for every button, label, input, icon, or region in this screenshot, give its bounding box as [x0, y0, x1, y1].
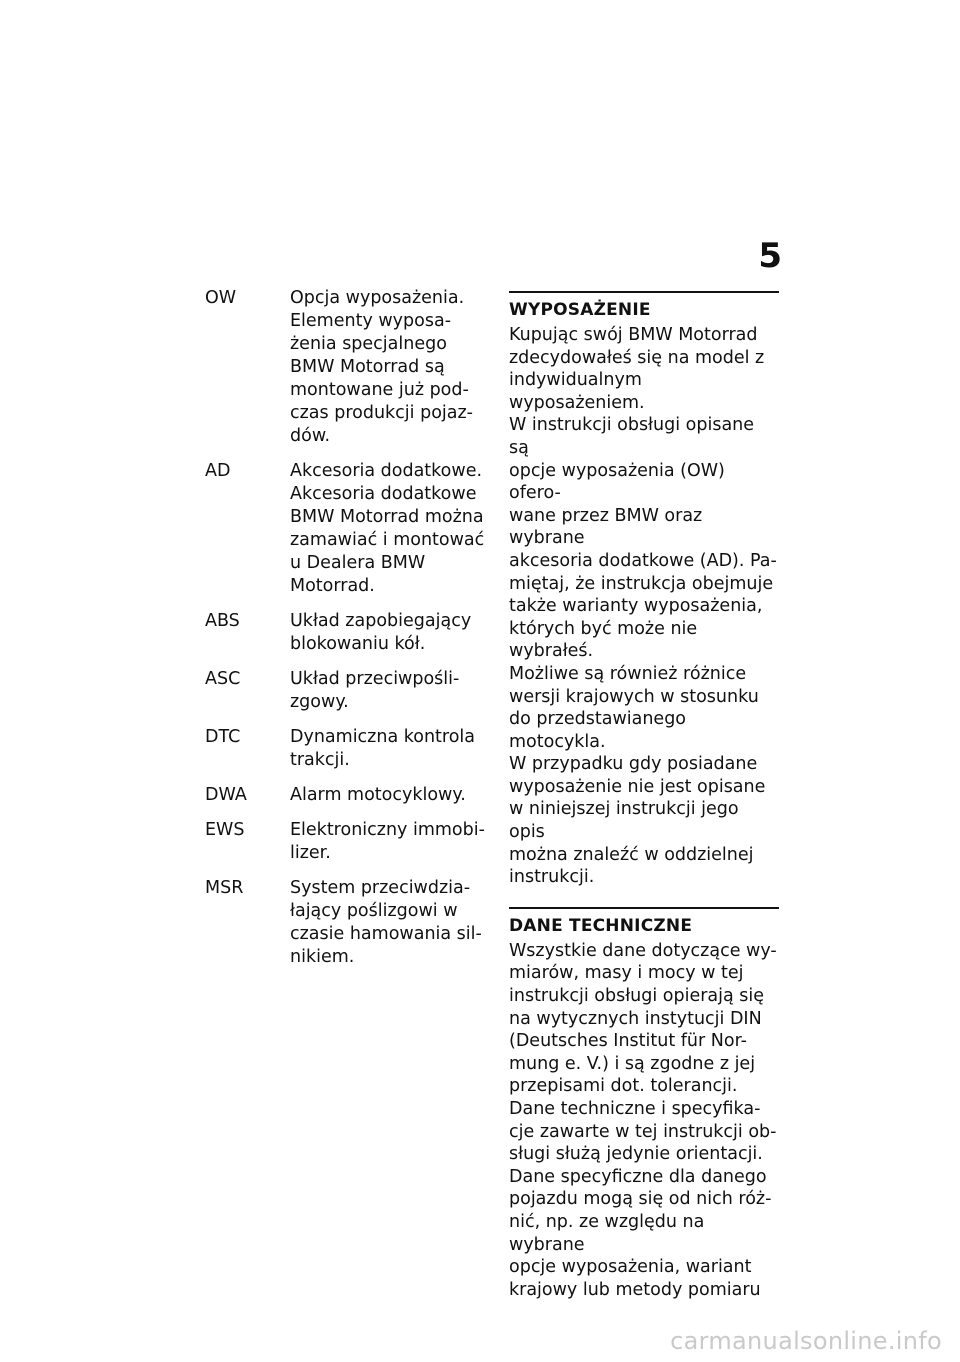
abbreviation-row-msr [205, 877, 485, 969]
section-body-equipment: Kupując swój BMW Motorrad zdecydowałeś się na model z indywidualnym wyposażeniem. W instrukcji obsługi opisane są opcje wyposażenia (OW) ofero- wane przez BMW oraz wybrane akcesoria dodatkowe (AD). Pa- miętaj, że instrukcja obejmuje także warianty wyposażenia, których być może nie wybrałeś. Możliwe są również różnice wersji krajowych w stosunku do przedstawianego motocykla. W przypadku gdy posiadane wyposażenie nie jest opisane w niniejszej instrukcji jego opis można znaleźć w oddzielnej instrukcji. [509, 325, 777, 888]
abbreviation-code: DWA [205, 785, 247, 805]
abbreviation-code: MSR [205, 878, 244, 898]
abbreviation-definition: Układ przeciwpośli- zgowy. [290, 669, 460, 712]
abbreviation-row-dwa [205, 784, 485, 807]
abbreviation-code: AD [205, 461, 231, 481]
abbreviation-definition: Dynamiczna kontrola trakcji. [290, 727, 476, 770]
abbreviation-row-ews [205, 819, 485, 865]
watermark-text: carmanualsonline.info [670, 1327, 942, 1355]
section-heading-equipment: WYPOSAŻENIE [509, 300, 651, 320]
abbreviation-code: ABS [205, 611, 240, 631]
abbreviation-definition: Opcja wyposażenia. Elementy wyposa- żenia specjalnego BMW Motorrad są montowane już pod- czas produkcji pojaz- dów. [290, 288, 473, 446]
abbreviation-code: OW [205, 288, 237, 308]
section-body-technical-data: Wszystkie dane dotyczące wy- miarów, masy i mocy w tej instrukcji obsługi opierają się na wytycznych instytucji DIN (Deutsches Institut für Nor- mung e. V.) i są zgodne z jej przepisami dot. tolerancji. Dane techniczne i specyfika- cje zawarte w tej instrukcji ob- sługi służą jedynie orientacji. Dane specyficzne dla danego pojazdu mogą się od nich róż- nić, np. ze względu na wybrane opcje wyposażenia, wariant krajowy lub metody pomiaru [509, 940, 777, 1300]
abbreviation-row-ad [205, 460, 485, 598]
abbreviation-code: EWS [205, 820, 245, 840]
abbreviation-row-abs [205, 610, 485, 656]
section-divider [509, 291, 779, 293]
abbreviation-definition: Alarm motocyklowy. [290, 785, 466, 805]
abbreviation-definition: System przeciwdzia- łający poślizgowi w czasie hamowania sil- nikiem. [290, 878, 482, 967]
abbreviation-code: ASC [205, 669, 241, 689]
abbreviation-list [205, 287, 485, 981]
abbreviation-row-asc [205, 668, 485, 714]
abbreviation-row-ow [205, 287, 485, 448]
abbreviation-code: DTC [205, 727, 241, 747]
abbreviation-definition: Akcesoria dodatkowe. Akcesoria dodatkowe BMW Motorrad można zamawiać i montować u Dealera BMW Motorrad. [290, 461, 485, 596]
section-divider [509, 907, 779, 909]
right-column [509, 291, 779, 1319]
page-number: 5 [758, 236, 782, 276]
abbreviation-row-dtc [205, 726, 485, 772]
abbreviation-definition: Elektroniczny immobi- lizer. [290, 820, 485, 863]
section-heading-technical-data: DANE TECHNICZNE [509, 915, 693, 936]
abbreviation-definition: Układ zapobiegający blokowaniu kół. [290, 611, 472, 654]
